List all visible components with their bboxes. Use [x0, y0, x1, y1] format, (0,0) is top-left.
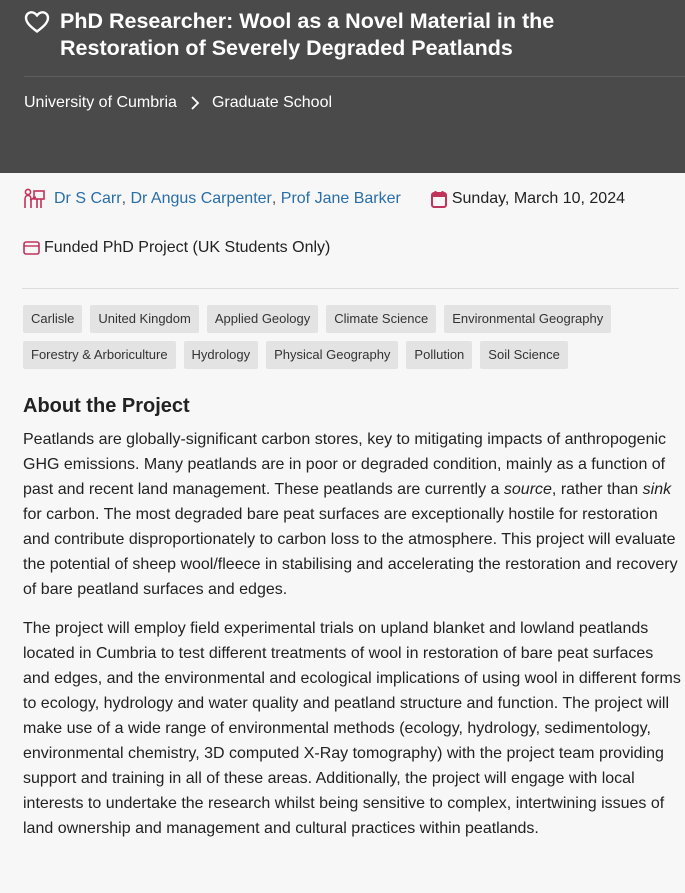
emphasis: sink: [642, 481, 672, 498]
tag-climate-science[interactable]: Climate Science: [326, 305, 436, 333]
paragraph-1: [23, 427, 683, 602]
tag-carlisle[interactable]: Carlisle: [23, 305, 82, 333]
text: for carbon. The most degraded bare peat surfaces are exceptionally hostile for restoration and contribute disproportionately to carbon loss to the atmosphere. This project will evaluate the potential of sheep wool/fleece in stabilising and accelerating the restoration and recovery of bare peatland surfaces and edges.: [23, 506, 678, 598]
chevron-right-icon: [190, 96, 200, 110]
supervisor-link-carr[interactable]: Dr S Carr: [54, 190, 122, 207]
title-row: [24, 8, 663, 62]
separator: ,: [121, 190, 127, 207]
supervisor-link-barker[interactable]: Prof Jane Barker: [280, 190, 401, 207]
funding-row: [23, 239, 330, 257]
tag-pollution[interactable]: Pollution: [406, 341, 472, 369]
page-title: PhD Researcher: Wool as a Novel Material in the Restoration of Severely Degraded Peatlands: [60, 9, 555, 60]
calendar-icon: [431, 190, 447, 208]
tag-soil-science[interactable]: Soil Science: [480, 341, 568, 369]
tag-environmental-geography[interactable]: Environmental Geography: [444, 305, 611, 333]
header-divider: [24, 76, 685, 77]
breadcrumb-graduate-school[interactable]: Graduate School: [211, 94, 333, 111]
supervisor-link-carpenter[interactable]: Dr Angus Carpenter: [130, 190, 272, 207]
tag-forestry-arboriculture[interactable]: Forestry & Arboriculture: [23, 341, 176, 369]
breadcrumb: [24, 94, 663, 112]
date-block: [431, 190, 625, 208]
section-heading: About the Project: [23, 395, 190, 417]
meta-row: [23, 188, 663, 210]
heart-icon[interactable]: [24, 10, 50, 34]
tag-row: [23, 305, 663, 333]
text: Peatlands are globally-significant carbon stores, key to mitigating impacts of anthropogenic GHG emissions. Many peatlands are in poor or degraded condition, mainly as a function of past and recent land management. These peatlands are currently a: [23, 431, 667, 498]
tag-united-kingdom[interactable]: United Kingdom: [90, 305, 199, 333]
tag-row: [23, 341, 663, 369]
funding-type: Funded PhD Project (UK Students Only): [44, 239, 331, 256]
emphasis: source: [503, 481, 552, 498]
section-divider: [22, 288, 679, 289]
project-description: [23, 394, 683, 855]
separator: ,: [271, 190, 277, 207]
page-header: [0, 0, 685, 173]
text: , rather than: [551, 481, 643, 498]
paragraph-2: The project will employ field experimental trials on upland blanket and lowland peatlands located in Cumbria to test different treatments of wool in restoration of bare peat surfaces and edges, and the environmental and ecological implications of using wool in different forms to ecology, hydrology and water quality and peatland structure and function. The project will make use of a wide range of environmental methods (ecology, hydrology, sedimentology, environmental chemistry, 3D computed X-Ray tomography) with the project team providing support and training in all of these areas. Additionally, the project will engage with local interests to undertake the research whilst being sensitive to complex, intertwining issues of land ownership and management and cultural practices within peatlands.: [23, 620, 681, 837]
posted-date: Sunday, March 10, 2024: [451, 190, 625, 207]
tag-applied-geology[interactable]: Applied Geology: [207, 305, 318, 333]
supervisor-icon: [23, 188, 45, 210]
tag-hydrology[interactable]: Hydrology: [184, 341, 259, 369]
discipline-tags: [23, 305, 663, 377]
tag-physical-geography[interactable]: Physical Geography: [266, 341, 398, 369]
breadcrumb-university[interactable]: University of Cumbria: [24, 94, 177, 111]
wallet-icon: [23, 241, 40, 255]
